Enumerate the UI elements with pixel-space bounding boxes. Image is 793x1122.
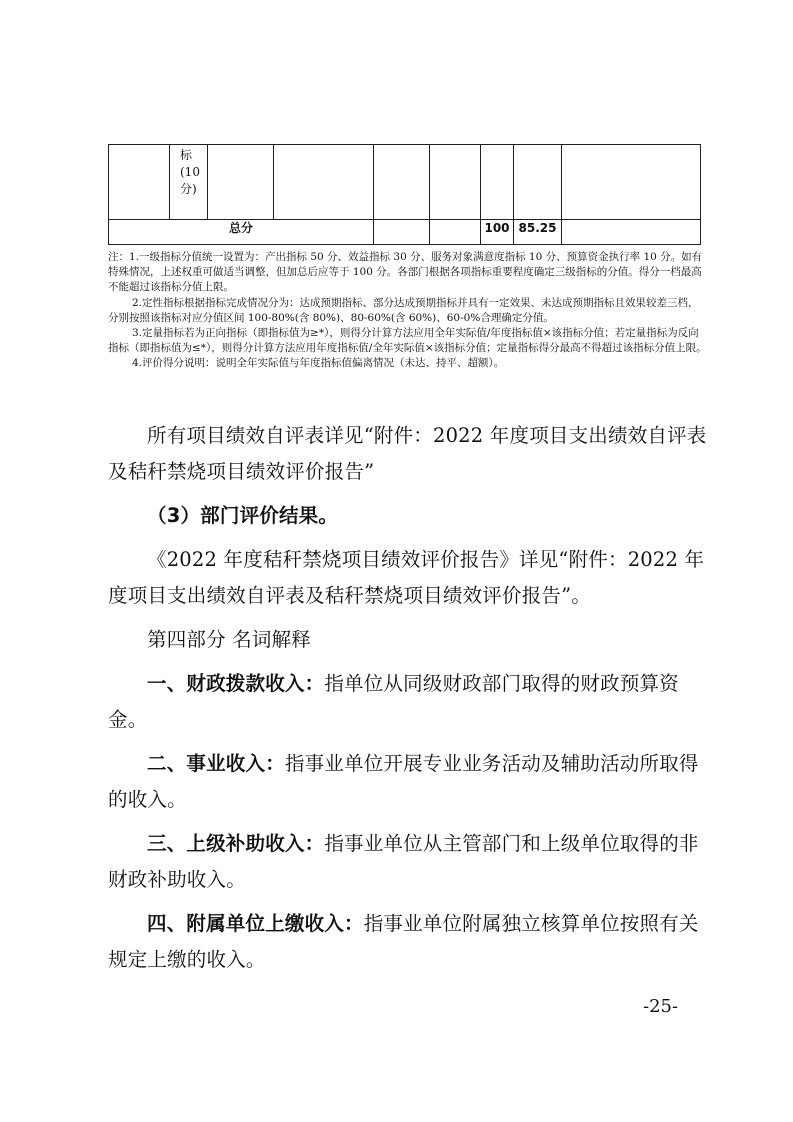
total-label: 总分 bbox=[109, 220, 374, 245]
definition-item bbox=[108, 666, 708, 738]
indicator-label: 标 (10 分) bbox=[180, 148, 200, 196]
definition-term: 三、上级补助收入： bbox=[147, 832, 325, 855]
total-row bbox=[109, 220, 701, 245]
definition-text: 指事业单位从主管部门和上级单位取得的非财政补助收入。 bbox=[108, 832, 699, 891]
table-notes bbox=[108, 250, 708, 372]
definition-item bbox=[108, 826, 708, 898]
paragraph-report: 《2022 年度秸秆禁烧项目绩效评价报告》详见“附件：2022 年度项目支出绩效自评表及秸秆禁烧项目绩效评价报告”。 bbox=[108, 548, 705, 607]
subheading-evaluation: （3）部门评价结果。 bbox=[147, 504, 339, 527]
definition-term: 二、事业收入： bbox=[147, 752, 285, 775]
definition-text: 指事业单位附属独立核算单位按照有关规定上缴的收入。 bbox=[108, 912, 699, 971]
total-weight: 100 bbox=[481, 220, 514, 245]
definition-item bbox=[108, 746, 708, 818]
note-1: 注：1.一级指标分值统一设置为：产出指标 50 分、效益指标 30 分、服务对象满意度指标 10 分、预算资金执行率 10 分。如有特殊情况，上述权重可做适当调整，但加总后应等于 100 分。各部门根据各项指标重要程度确定三级指标的分值。得分一档最高不能超过该指标分值上限。 bbox=[108, 251, 703, 294]
definition-term: 四、附属单位上缴收入： bbox=[147, 912, 364, 935]
definition-item bbox=[108, 906, 708, 978]
indicator-cell bbox=[170, 145, 208, 220]
section-title: 第四部分 名词解释 bbox=[147, 628, 311, 651]
note-4: 4.评价得分说明：说明全年实际值与年度指标值偏离情况（未达、持平、超额）。 bbox=[132, 357, 505, 370]
paragraph-attachment: 所有项目绩效自评表详见“附件：2022 年度项目支出绩效自评表及秸秆禁烧项目绩效评价报告” bbox=[108, 424, 707, 483]
body-text bbox=[108, 418, 708, 978]
table-row bbox=[109, 145, 701, 220]
note-2: 2.定性指标根据指标完成情况分为：达成预期指标、部分达成预期指标并具有一定效果、未达成预期指标且效果较差三档，分别按照该指标对应分值区间 100-80%(含 80%)、80-60%(含 60%)、60-0%合理确定分值。 bbox=[108, 296, 699, 324]
page-number: -25- bbox=[643, 996, 679, 1017]
definition-text: 指单位从同级财政部门取得的财政预算资金。 bbox=[108, 672, 679, 731]
definition-text: 指事业单位开展专业业务活动及辅助活动所取得的收入。 bbox=[108, 752, 699, 811]
note-3: 3.定量指标若为正向指标（即指标值为≥*），则得分计算方法应用全年实际值/年度指标值×该指标分值；若定量指标为反向指标（即指标值为≤*），则得分计算方法应用年度指标值/全年实际值×该指标分值；定量指标得分最高不得超过该指标分值上限。 bbox=[108, 327, 707, 355]
definition-term: 一、财政拨款收入： bbox=[147, 672, 325, 695]
score-table bbox=[108, 144, 701, 245]
total-score: 85.25 bbox=[514, 220, 562, 245]
